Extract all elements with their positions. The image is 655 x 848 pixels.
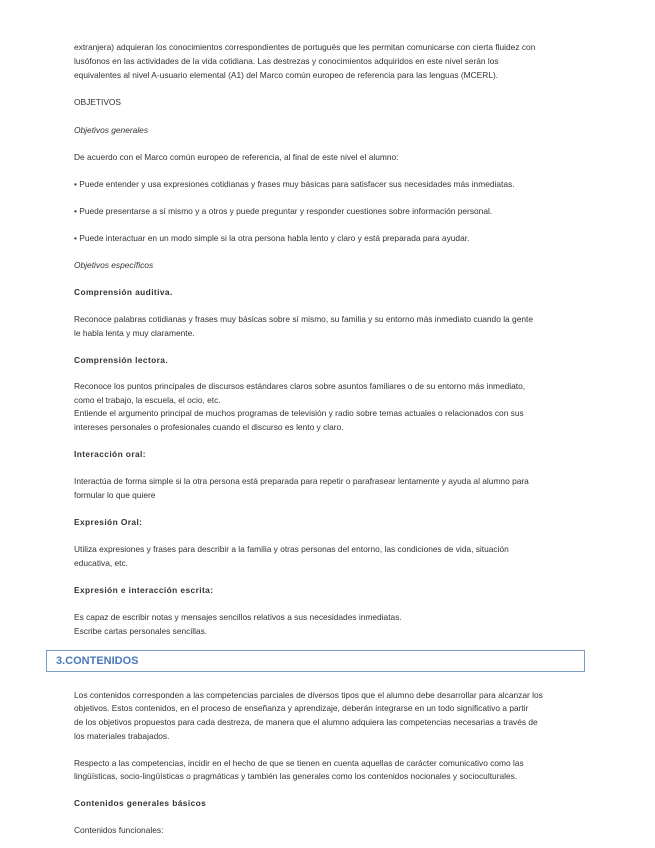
intro-line-3: equivalentes al nivel A-usuario elemental (A1) del Marco común europeo de referencia para las lenguas (MCERL). — [74, 70, 499, 80]
contenidos-line: de los objetivos propuestos para cada destreza, de manera que el alumno adquiera las competencias necesarias a través de — [74, 717, 538, 727]
objetivos-especificos-heading: Objetivos específicos — [74, 260, 154, 270]
section-title-expresion-escrita: Expresión e interacción escrita: — [74, 585, 214, 595]
contenidos-heading-box — [46, 650, 585, 672]
contenidos-generales-heading: Contenidos generales básicos — [74, 798, 207, 808]
contenidos-funcionales-label: Contenidos funcionales: — [74, 825, 164, 835]
bullet-item: • Puede interactuar en un modo simple si la otra persona habla lento y claro y está preparada para ayudar. — [74, 233, 470, 243]
bullet-item: • Puede presentarse a sí mismo y a otros y puede preguntar y responder cuestiones sobre información personal. — [74, 206, 493, 216]
contenidos-line: los materiales trabajados. — [74, 731, 170, 741]
section-line: Reconoce los puntos principales de discursos estándares claros sobre asuntos familiares o de su entorno más inmediato, — [74, 381, 526, 391]
contenidos-line: lingüísticas, socio-lingüísticas o pragmáticas y también las generales como los contenidos nocionales y socioculturales. — [74, 771, 518, 781]
section-line: formular lo que quiere — [74, 490, 156, 500]
intro-line-1: extranjera) adquieran los conocimientos correspondientes de portugués que les permitan comunicarse con cierta fluidez con — [74, 42, 536, 52]
objetivos-generales-heading: Objetivos generales — [74, 125, 149, 135]
section-title-expresion-oral: Expresión Oral: — [74, 517, 143, 527]
objetivos-heading: OBJETIVOS — [74, 97, 122, 107]
section-line: intereses personales o profesionales cuando el discurso es lento y claro. — [74, 422, 344, 432]
section-line: Utiliza expresiones y frases para describir a la familia y otras personas del entorno, las condiciones de vida, situación — [74, 544, 509, 554]
bullet-item: • Puede entender y usa expresiones cotidianas y frases muy básicas para satisfacer sus necesidades más inmediatas. — [74, 179, 515, 189]
section-line: Es capaz de escribir notas y mensajes sencillos relativos a sus necesidades inmediatas. — [74, 612, 402, 622]
objetivos-generales-intro: De acuerdo con el Marco común europeo de referencia, al final de este nivel el alumno: — [74, 152, 399, 162]
section-line: le habla lenta y muy claramente. — [74, 328, 195, 338]
intro-line-2: lusófonos en las actividades de la vida cotidiana. Las destrezas y conocimientos adquiridos en este nivel serán los — [74, 56, 499, 66]
section-title-comprension-auditiva: Comprensión auditiva. — [74, 287, 173, 297]
section-line: Reconoce palabras cotidianas y frases muy básicas sobre sí mismo, su familia y su entorno más inmediato cuando la gente — [74, 314, 533, 324]
section-title-comprension-lectora: Comprensión lectora. — [74, 355, 169, 365]
contenidos-heading: 3.CONTENIDOS — [56, 655, 139, 667]
section-line: Entiende el argumento principal de muchos programas de televisión y radio sobre temas actuales o relacionados con sus — [74, 408, 524, 418]
contenidos-line: Los contenidos corresponden a las competencias parciales de diversos tipos que el alumno debe desarrollar para alcanzar los — [74, 690, 543, 700]
section-line: Escribe cartas personales sencillas. — [74, 626, 208, 636]
section-line: como el trabajo, la escuela, el ocio, etc. — [74, 395, 221, 405]
section-line: Interactúa de forma simple si la otra persona está preparada para repetir o parafrasear lentamente y ayuda al alumno para — [74, 476, 529, 486]
contenidos-line: objetivos. Estos contenidos, en el proceso de enseñanza y aprendizaje, deberán integrarse en un todo significativo a partir — [74, 703, 529, 713]
section-title-interaccion-oral: Interacción oral: — [74, 449, 146, 459]
section-line: educativa, etc. — [74, 558, 129, 568]
contenidos-line: Respecto a las competencias, incidir en el hecho de que se tienen en cuenta aquellas de carácter comunicativo como las — [74, 758, 524, 768]
